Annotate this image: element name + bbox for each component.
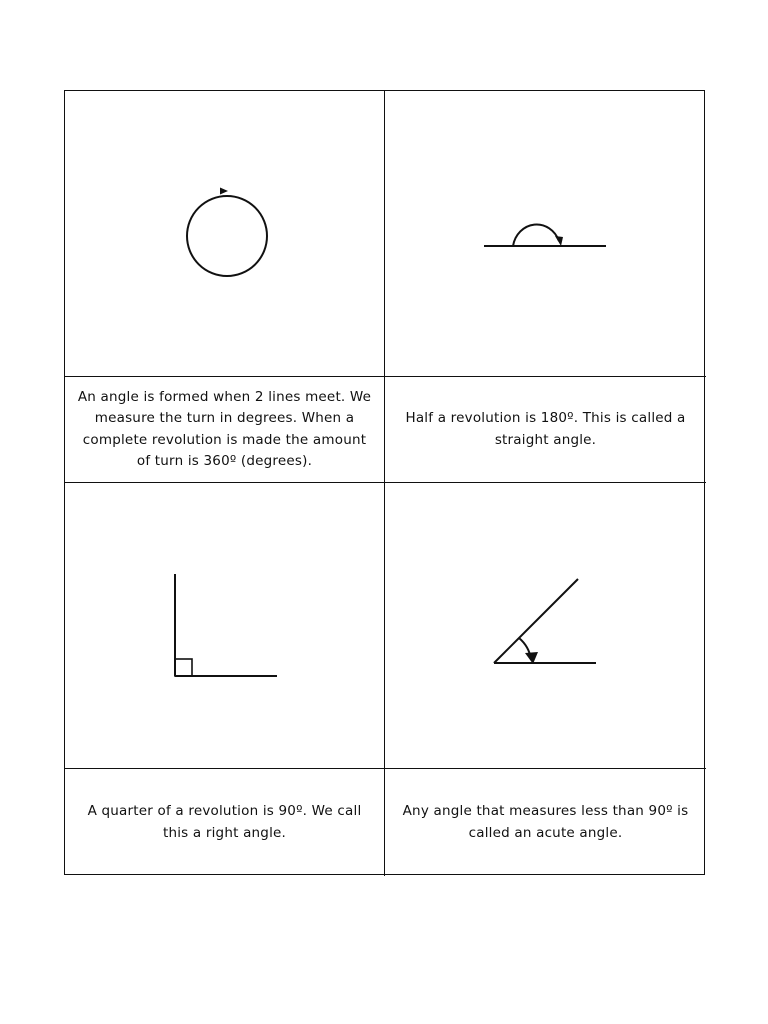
full-circle-arrow-icon (65, 91, 385, 377)
angle-cards-sheet (64, 90, 705, 875)
figure-cell-full-revolution (65, 91, 385, 377)
caption-cell-acute-angle (385, 769, 706, 876)
caption-cell-right-angle (65, 769, 385, 876)
caption-full-revolution: An angle is formed when 2 lines meet. We measure the turn in degrees. When a complete revolution is made the amount of turn is 360º (degrees). (77, 388, 372, 469)
caption-cell-full-revolution (65, 377, 385, 483)
acute-angle-icon (385, 483, 706, 769)
figure-cell-acute-angle (385, 483, 706, 769)
figure-cell-right-angle (65, 483, 385, 769)
caption-straight-angle: Half a revolution is 180º. This is called a straight angle. (405, 410, 686, 448)
caption-acute-angle: Any angle that measures less than 90º is called an acute angle. (402, 803, 689, 841)
half-circle-arrow-icon (385, 91, 706, 377)
figure-cell-straight-angle (385, 91, 706, 377)
cards-grid (64, 90, 705, 875)
caption-right-angle: A quarter of a revolution is 90º. We call this a right angle. (87, 803, 362, 841)
right-angle-icon (65, 483, 385, 769)
caption-cell-straight-angle (385, 377, 706, 483)
